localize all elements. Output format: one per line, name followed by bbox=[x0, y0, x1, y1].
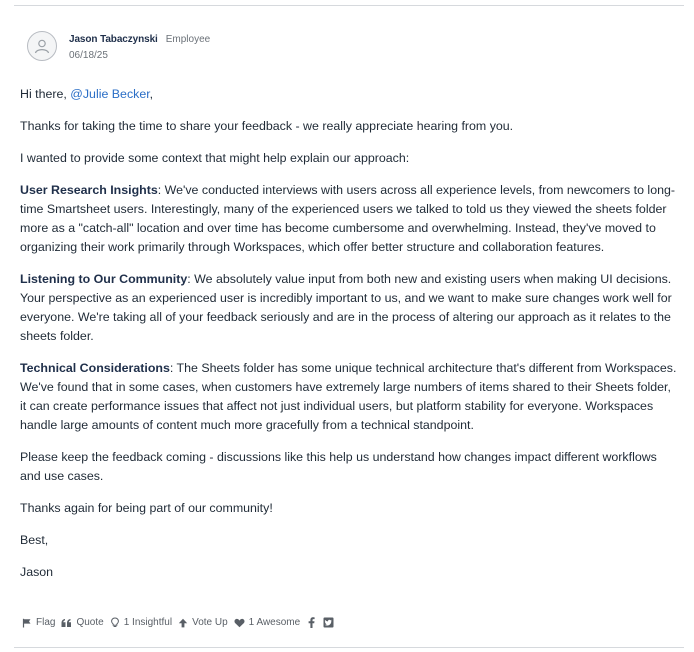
research-paragraph bbox=[20, 181, 680, 257]
quote-button[interactable] bbox=[61, 617, 103, 628]
greeting bbox=[20, 85, 680, 104]
technical-paragraph bbox=[20, 359, 680, 435]
flag-label: Flag bbox=[36, 617, 56, 628]
twitter-icon[interactable] bbox=[323, 617, 334, 628]
post-meta bbox=[69, 34, 210, 61]
greeting-punctuation: , bbox=[149, 87, 154, 101]
technical-heading: Technical Considerations bbox=[20, 361, 170, 375]
awesome-label: 1 Awesome bbox=[248, 617, 301, 628]
thanks-paragraph: Thanks for taking the time to share your feedback - we really appreciate hearing from you. bbox=[20, 119, 514, 133]
greeting-text: Hi there, bbox=[20, 87, 71, 101]
facebook-icon[interactable] bbox=[308, 617, 315, 628]
keep-feedback-paragraph: Please keep the feedback coming - discussions like this help us understand how changes impact different workflows and use cases. bbox=[20, 450, 657, 483]
post-date[interactable]: 06/18/25 bbox=[69, 50, 108, 61]
vote-up-label: Vote Up bbox=[192, 617, 228, 628]
flag-button[interactable] bbox=[22, 617, 55, 628]
sign-off: Best, bbox=[20, 533, 49, 547]
author-name[interactable]: Jason Tabaczynski bbox=[69, 34, 158, 45]
community-paragraph bbox=[20, 270, 680, 346]
insightful-label: 1 Insightful bbox=[123, 617, 173, 628]
awesome-reaction[interactable] bbox=[234, 617, 301, 628]
user-avatar-icon[interactable] bbox=[27, 31, 57, 61]
flag-icon bbox=[22, 618, 32, 628]
post-header bbox=[27, 31, 210, 61]
research-text: : We've conducted interviews with users across all experience levels, from newcomers to long-time Smartsheet users. Interestingly, many of the experienced users we talked to told us they viewed the sheets folder more as a "catch-all" location and over time has become cumbersome and overwhelming. Instead, they've moved to organizing their work primarily through Workspaces, which offer better structure and collaboration features. bbox=[20, 183, 675, 254]
community-heading: Listening to Our Community bbox=[20, 272, 188, 286]
post-body bbox=[20, 85, 680, 595]
vote-up-button[interactable] bbox=[178, 617, 228, 628]
author-role: Employee bbox=[165, 34, 211, 45]
quote-label: Quote bbox=[76, 617, 104, 628]
bottom-divider bbox=[14, 647, 684, 648]
reaction-bar bbox=[22, 617, 342, 628]
arrow-up-icon bbox=[178, 618, 188, 628]
research-heading: User Research Insights bbox=[20, 183, 158, 197]
top-divider bbox=[14, 5, 684, 6]
share-icons bbox=[308, 617, 342, 628]
signature: Jason bbox=[20, 565, 54, 579]
thanks-again-paragraph: Thanks again for being part of our community! bbox=[20, 501, 273, 515]
technical-text: : The Sheets folder has some unique technical architecture that's different from Workspaces. We've found that in some cases, when customers have extremely large numbers of items shared to their Sheets folder, it can create performance issues that affect not just individual users, but platform stability for everyone. Workspaces handle large amounts of content much more gracefully from a technical standpoint. bbox=[20, 361, 677, 432]
context-paragraph: I wanted to provide some context that might help explain our approach: bbox=[20, 151, 410, 165]
lightbulb-icon bbox=[110, 617, 120, 628]
insightful-reaction[interactable] bbox=[110, 617, 172, 628]
community-text: : We absolutely value input from both new and existing users when making UI decisions. Your perspective as an experienced user is incredibly important to us, and we want to make sure changes work well for everyone. We're taking all of your feedback seriously and are in the process of altering our approach as it relates to the sheets folder. bbox=[20, 272, 672, 343]
heart-icon bbox=[234, 618, 245, 628]
user-mention-link[interactable]: @Julie Becker bbox=[70, 87, 150, 101]
quote-icon bbox=[61, 618, 72, 628]
